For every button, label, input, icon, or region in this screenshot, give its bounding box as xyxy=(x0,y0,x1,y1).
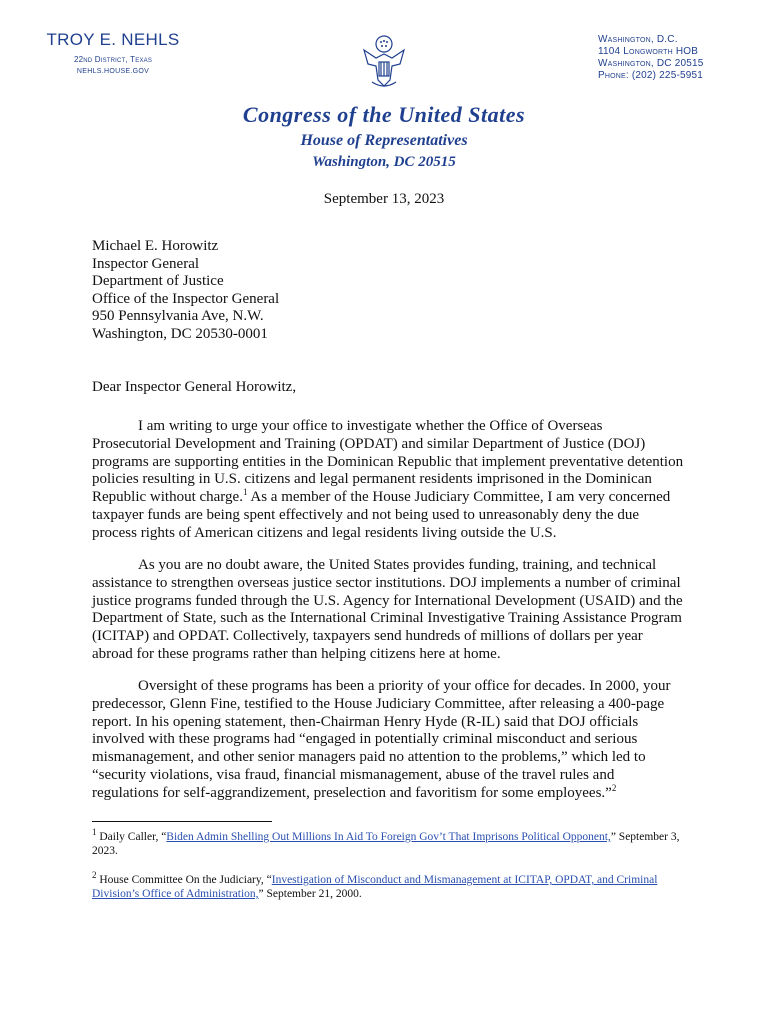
footnote-source: House Committee On the Judiciary, “ xyxy=(99,874,272,886)
footnote-link-1[interactable]: Biden Admin Shelling Out Millions In Aid To Foreign Gov’t That Imprisons Political Opponent, xyxy=(166,831,611,843)
body-paragraph-3 xyxy=(92,678,684,803)
footnote-ref-1[interactable]: 1 xyxy=(242,487,248,498)
footnote-2 xyxy=(92,870,692,901)
recipient-city: Washington, DC 20530-0001 xyxy=(92,325,268,342)
letterhead-title: Congress of the United States xyxy=(242,102,526,127)
footnote-number: 2 xyxy=(92,870,97,881)
office-city-zip: Washington, DC 20515 xyxy=(598,58,704,69)
recipient-title: Inspector General xyxy=(92,255,200,272)
body-paragraph-1 xyxy=(92,418,684,543)
body-paragraph-2 xyxy=(92,557,684,664)
recipient-department: Department of Justice xyxy=(92,273,224,290)
footnote-date: ” September 3, 2023. xyxy=(92,831,680,857)
letterhead xyxy=(0,102,768,171)
salutation: Dear Inspector General Horowitz, xyxy=(92,379,297,395)
great-seal-icon xyxy=(354,32,414,92)
footnote-ref-2[interactable]: 2 xyxy=(611,782,617,793)
office-address-block xyxy=(598,34,758,82)
paragraph-text: As a member of the House Judiciary Committee, I am very concerned taxpayer funds are being spent effectively and not being used to unreasonably deny the due process rights of American citizens and legal residents living outside the U.S. xyxy=(92,489,671,541)
member-header xyxy=(38,30,188,75)
footnote-1 xyxy=(92,827,692,858)
paragraph-text: As you are no doubt aware, the United States provides funding, training, and technical assistance to strengthen overseas justice sector institutions. DOJ implements a number of criminal justice programs funded through the U.S. Agency for International Development (USAID) and the Department of State, such as the International Criminal Investigative Training Assistance Program (ICITAP) and OPDAT. Collectively, taxpayers send hundreds of millions of dollars per year abroad for these programs rather than helping citizens here at home. xyxy=(92,557,683,662)
office-city: Washington, D.C. xyxy=(598,34,678,45)
paragraph-text: I am writing to urge your office to investigate whether the Office of Overseas Prosecutorial Development and Training (OPDAT) and similar Department of Justice (DOJ) programs are supporting entities in the Dominican Republic that implement preventative detention policies resulting in U.S. citizens and legal permanent residents imprisoned in the Dominican Republic without charge. xyxy=(92,418,684,506)
office-building: 1104 Longworth HOB xyxy=(598,46,699,57)
footnote-divider xyxy=(92,821,272,822)
footnote-link-2[interactable]: Investigation of Misconduct and Mismanagement at ICITAP, OPDAT, and Criminal Division’s Office of Administration, xyxy=(92,874,658,900)
footnote-number: 1 xyxy=(92,827,97,838)
member-name: TROY E. NEHLS xyxy=(46,30,180,49)
letter-date: September 13, 2023 xyxy=(323,191,445,207)
recipient-street: 950 Pennsylvania Ave, N.W. xyxy=(92,308,264,325)
footnote-date: ” September 21, 2000. xyxy=(258,888,362,900)
office-phone: Phone: (202) 225-5951 xyxy=(598,70,704,81)
member-website[interactable]: NEHLS.HOUSE.GOV xyxy=(76,68,150,75)
recipient-office: Office of the Inspector General xyxy=(92,290,280,307)
recipient-name: Michael E. Horowitz xyxy=(92,238,219,254)
member-district: 22nd District, Texas xyxy=(73,55,153,64)
footnote-source: Daily Caller, “ xyxy=(99,831,167,843)
recipient-address xyxy=(92,238,279,344)
letterhead-chamber: House of Representatives xyxy=(300,132,468,149)
paragraph-text: Oversight of these programs has been a priority of your office for decades. In 2000, your predecessor, Glenn Fine, testified to the House Judiciary Committee, after releasing a 400-page report. In his opening statement, then-Chairman Henry Hyde (R-IL) said that DOJ officials involved with these programs had “engaged in potentially criminal misconduct and serious mismanagement, and other senior managers paid no attention to the problems,” which led to “security violations, visa fraud, financial mismanagement, abuse of the travel rules and regulations for self-aggrandizement, preselection and favoritism for some employees.” xyxy=(92,678,671,801)
letterhead-city: Washington, DC 20515 xyxy=(312,154,456,170)
